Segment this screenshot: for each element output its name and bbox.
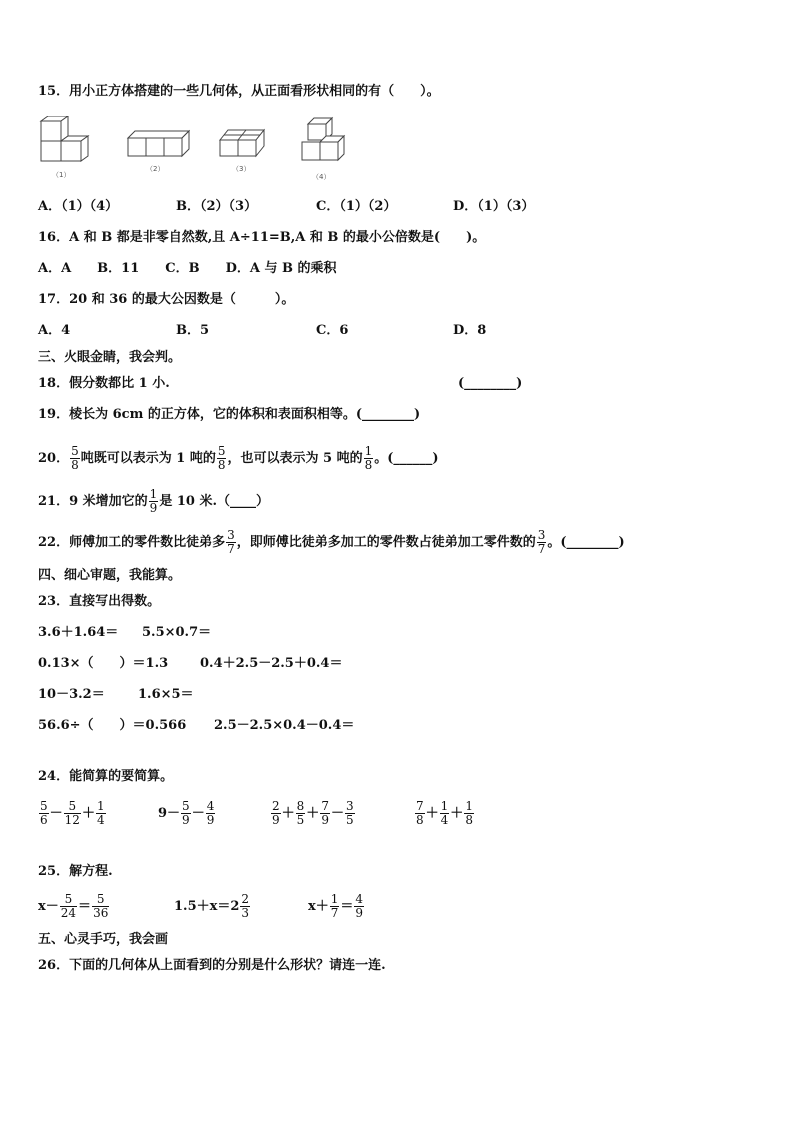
q21-text-a: 21．9 米增加它的 <box>38 494 148 509</box>
q20-text-c: 。(______) <box>374 451 439 466</box>
question-17: 17．20 和 36 的最大公因数是（ ）。 <box>38 292 295 307</box>
question-25: 25．解方程. <box>38 864 113 879</box>
figure-1-cubes <box>38 116 100 166</box>
q23-calc: 5.5×0.7＝ <box>142 625 212 640</box>
q23-calc: 2.5－2.5×0.4－0.4＝ <box>214 718 355 733</box>
q20-fraction-1: $\frac{5}{8}$ <box>71 444 79 472</box>
q22-text-c: 。(________) <box>547 535 625 550</box>
q23-calc: 0.4＋2.5－2.5＋0.4＝ <box>200 656 343 671</box>
q23-calc: 0.13×（ ）＝1.3 <box>38 656 169 671</box>
q21-fraction: $\frac{1}{9}$ <box>149 487 158 515</box>
figure-3-cubes <box>218 126 268 160</box>
q15-option-a[interactable]: A．（1）（4） <box>38 199 119 214</box>
figure-3-label: （3） <box>232 165 251 173</box>
q17-option-d[interactable]: D．8 <box>453 323 487 338</box>
figure-1-label: （1） <box>52 171 71 179</box>
q24-expression-4: $\frac{7}{8}$ ＋ $\frac{1}{4}$ ＋ $\frac{1}{8}$ <box>416 799 473 827</box>
question-16: 16．A 和 B 都是非零自然数,且 A÷11=B,A 和 B 的最小公倍数是( )。 <box>38 230 486 245</box>
q23-calc: 1.6×5＝ <box>138 687 194 702</box>
q21-text-b: 是 10 米.（____） <box>159 494 269 509</box>
q20-fraction-3: $\frac{1}{8}$ <box>364 444 373 472</box>
section-5-heading: 五、心灵手巧，我会画 <box>38 932 169 947</box>
q16-options[interactable]: A．A B．11 C．B D．A 与 B 的乘积 <box>38 261 337 276</box>
question-15: 15．用小正方体搭建的一些几何体，从正面看形状相同的有（ ）。 <box>38 84 440 99</box>
q22-fraction-2: $\frac{3}{7}$ <box>537 528 546 556</box>
question-18: 18．假分数都比 1 小. <box>38 376 170 391</box>
figure-4-label: （4） <box>312 173 331 181</box>
q18-answer-blank[interactable]: (________) <box>458 376 523 391</box>
q24-expression-3: $\frac{2}{9}$ ＋ $\frac{8}{5}$ ＋ $\frac{7}{9}$ － $\frac{3}{5}$ <box>272 799 354 827</box>
question-19: 19．棱长为 6cm 的正方体，它的体积和表面积相等。(________) <box>38 407 421 422</box>
question-24: 24．能简算的要简算。 <box>38 769 174 784</box>
q15-option-b[interactable]: B．（2）（3） <box>176 199 258 214</box>
q25-equation-3: x＋ $\frac{1}{7}$ ＝ $\frac{4}{9}$ <box>308 892 364 920</box>
q22-text-b: ，即师傅比徒弟多加工的零件数占徒弟加工零件数的 <box>236 535 536 550</box>
section-4-heading: 四、细心审题，我能算。 <box>38 568 182 583</box>
q15-option-c[interactable]: C．（1）（2） <box>316 199 397 214</box>
figure-2-cubes <box>126 128 190 160</box>
q22-text-a: 22．师傅加工的零件数比徒弟多 <box>38 535 226 550</box>
q20-fraction-2: $\frac{5}{8}$ <box>217 444 226 472</box>
q25-equation-2: 1.5＋x＝2 $\frac{2}{3}$ <box>174 892 250 920</box>
q24-expression-1: $\frac{5}{6}$ － $\frac{5}{12}$ ＋ $\frac{1}{4}$ <box>40 799 105 827</box>
q15-option-d[interactable]: D．（1）（3） <box>453 199 535 214</box>
q17-option-c[interactable]: C．6 <box>316 323 349 338</box>
q22-fraction-1: $\frac{3}{7}$ <box>227 528 235 556</box>
q23-calc: 10－3.2＝ <box>38 687 105 702</box>
q24-expression-2: 9－ $\frac{5}{9}$ － $\frac{4}{9}$ <box>158 799 215 827</box>
question-23: 23．直接写出得数。 <box>38 594 161 609</box>
question-20 <box>38 440 439 478</box>
q25-equation-1: x－ $\frac{5}{24}$ ＝ $\frac{5}{36}$ <box>38 892 109 920</box>
q20-text-b: ，也可以表示为 5 吨的 <box>227 451 363 466</box>
q23-calc: 3.6＋1.64＝ <box>38 625 119 640</box>
q17-option-a[interactable]: A．4 <box>38 323 71 338</box>
q20-number: 20． <box>38 451 70 466</box>
question-26: 26．下面的几何体从上面看到的分别是什么形状？请连一连. <box>38 958 386 973</box>
section-3-heading: 三、火眼金睛，我会判。 <box>38 350 182 365</box>
q23-calc: 56.6÷（ ）＝0.566 <box>38 718 187 733</box>
q17-option-b[interactable]: B．5 <box>176 323 210 338</box>
question-22 <box>38 524 625 562</box>
figure-4-cubes <box>300 116 350 166</box>
question-21 <box>38 483 269 521</box>
figure-2-label: （2） <box>146 165 165 173</box>
q20-text-a: 吨既可以表示为 1 吨的 <box>80 451 216 466</box>
